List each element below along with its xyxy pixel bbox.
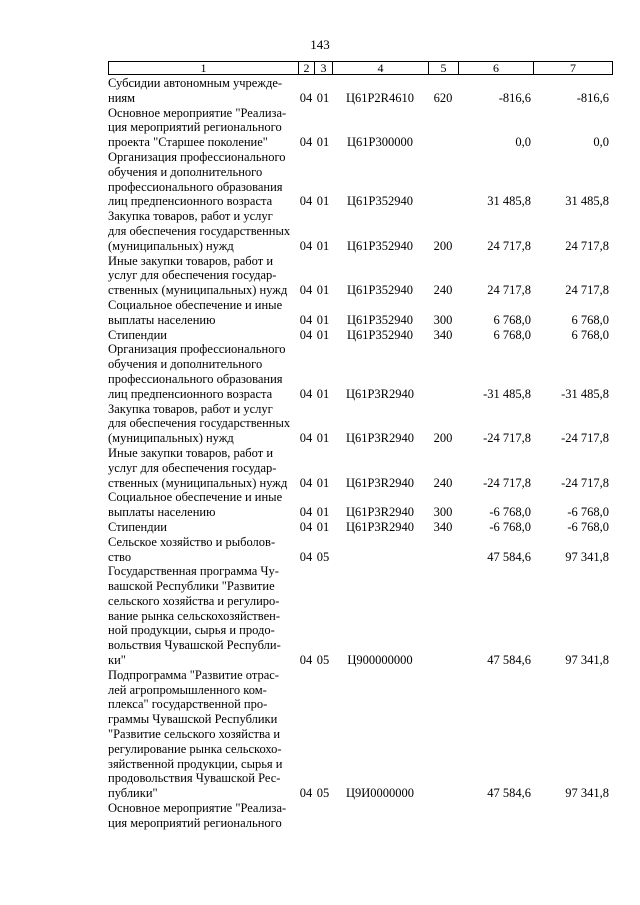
row-name-line: Государственная программа Чу- xyxy=(108,564,279,579)
subsection: 01 xyxy=(316,135,330,150)
row-name-line: вание рынка сельскохозяйствен- xyxy=(108,608,280,623)
row-name xyxy=(108,298,298,328)
amount-col-7: 97 341,8 xyxy=(565,549,609,564)
subsection: 01 xyxy=(316,431,330,446)
table-row xyxy=(108,209,613,253)
row-name-line: Иные закупки товаров, работ и xyxy=(108,253,274,268)
row-name-line: профессионального образования xyxy=(108,179,283,194)
section: 04 xyxy=(299,505,313,520)
row-name-line: (муниципальных) нужд xyxy=(108,431,234,446)
amount-col-7: 24 717,8 xyxy=(565,283,609,298)
amount-col-6: 24 717,8 xyxy=(487,283,531,298)
target-article: Ц61P3R2940 xyxy=(345,519,415,534)
target-article: Ц61P352940 xyxy=(347,327,413,342)
subsection: 01 xyxy=(316,386,330,401)
amount-col-7: -31 485,8 xyxy=(561,386,609,401)
row-name-line: регулирование рынка сельскохо- xyxy=(108,741,282,756)
table-row xyxy=(108,520,613,535)
row-name-line: Стипендии xyxy=(108,519,167,534)
section: 04 xyxy=(299,431,313,446)
row-name-line: профессионального образования xyxy=(108,371,283,386)
table-row xyxy=(108,668,613,801)
section: 04 xyxy=(299,312,313,327)
row-name-line: Организация профессионального xyxy=(108,149,286,164)
row-name-line: "Развитие сельского хозяйства и xyxy=(108,727,281,742)
row-name xyxy=(108,76,298,106)
amount-col-6: -6 768,0 xyxy=(489,505,531,520)
subsection: 01 xyxy=(316,283,330,298)
row-name-line: ственных (муниципальных) нужд xyxy=(108,283,288,298)
target-article: Ц61P352940 xyxy=(347,194,413,209)
section: 04 xyxy=(299,653,313,668)
table-row xyxy=(108,402,613,446)
section: 04 xyxy=(299,194,313,209)
expense-type: 200 xyxy=(433,238,453,253)
table-row xyxy=(108,254,613,298)
row-name-line: выплаты населению xyxy=(108,312,216,327)
table-row xyxy=(108,342,613,401)
header-col-1: 1 xyxy=(109,62,299,74)
row-name-line: Социальное обеспечение и иные xyxy=(108,490,283,505)
target-article: Ц9И0000000 xyxy=(345,786,415,801)
section: 04 xyxy=(299,283,313,298)
header-col-3: 3 xyxy=(315,62,333,74)
row-name-line: лиц предпенсионного возраста xyxy=(108,386,273,401)
target-article: Ц61P3R2940 xyxy=(345,475,415,490)
amount-col-6: 47 584,6 xyxy=(487,653,531,668)
row-name-line: ки" xyxy=(108,653,126,668)
table-row xyxy=(108,801,613,831)
subsection: 01 xyxy=(316,475,330,490)
target-article: Ц61P3R2940 xyxy=(345,386,415,401)
target-article: Ц61P300000 xyxy=(347,135,413,150)
row-name-line: ной продукции, сырья и продо- xyxy=(108,623,275,638)
row-name-line: Стипендии xyxy=(108,327,167,342)
amount-col-7: 0,0 xyxy=(593,135,609,150)
row-name xyxy=(108,209,298,253)
amount-col-7: -24 717,8 xyxy=(561,475,609,490)
row-name-line: услуг для обеспечения государ- xyxy=(108,268,277,283)
row-name xyxy=(108,801,298,831)
row-name-line: для обеспечения государственных xyxy=(108,223,291,238)
expense-type: 340 xyxy=(433,519,453,534)
row-name-line: ниям xyxy=(108,90,136,105)
amount-col-7: -6 768,0 xyxy=(567,505,609,520)
row-name-line: Основное мероприятие "Реализа- xyxy=(108,801,287,816)
section: 04 xyxy=(299,549,313,564)
section: 04 xyxy=(299,519,313,534)
target-article: Ц900000000 xyxy=(347,653,413,668)
amount-col-7: -24 717,8 xyxy=(561,431,609,446)
amount-col-6: 24 717,8 xyxy=(487,238,531,253)
row-name-line: обучения и дополнительного xyxy=(108,164,263,179)
target-article: Ц61P352940 xyxy=(347,238,413,253)
target-article: Ц61P2R4610 xyxy=(345,90,415,105)
amount-col-6: -816,6 xyxy=(498,90,531,105)
amount-col-7: -816,6 xyxy=(576,90,609,105)
table-body xyxy=(108,76,613,831)
header-col-5: 5 xyxy=(429,62,459,74)
row-name xyxy=(108,668,298,801)
section: 04 xyxy=(299,386,313,401)
row-name xyxy=(108,342,298,401)
row-name-line: лей агропромышленного ком- xyxy=(108,682,267,697)
row-name-line: зяйственной продукции, сырья и xyxy=(108,756,283,771)
target-article: Ц61P3R2940 xyxy=(345,505,415,520)
amount-col-6: 0,0 xyxy=(515,135,531,150)
target-article: Ц61P352940 xyxy=(347,283,413,298)
subsection: 01 xyxy=(316,238,330,253)
amount-col-7: 31 485,8 xyxy=(565,194,609,209)
amount-col-6: -31 485,8 xyxy=(483,386,531,401)
row-name xyxy=(108,402,298,446)
row-name-line: продовольствия Чувашской Рес- xyxy=(108,771,281,786)
subsection: 01 xyxy=(316,312,330,327)
header-col-2: 2 xyxy=(299,62,315,74)
amount-col-7: 97 341,8 xyxy=(565,786,609,801)
table-row xyxy=(108,446,613,490)
target-article: Ц61P3R2940 xyxy=(345,431,415,446)
section: 04 xyxy=(299,90,313,105)
row-name xyxy=(108,328,298,343)
amount-col-6: 31 485,8 xyxy=(487,194,531,209)
subsection: 05 xyxy=(316,653,330,668)
amount-col-7: 6 768,0 xyxy=(571,327,609,342)
amount-col-6: 47 584,6 xyxy=(487,786,531,801)
subsection: 01 xyxy=(316,194,330,209)
header-col-4: 4 xyxy=(333,62,429,74)
expense-type: 300 xyxy=(433,505,453,520)
amount-col-6: -24 717,8 xyxy=(483,431,531,446)
table-row xyxy=(108,564,613,668)
section: 04 xyxy=(299,135,313,150)
table-row xyxy=(108,535,613,565)
amount-col-6: 6 768,0 xyxy=(493,327,531,342)
row-name-line: плекса" государственной про- xyxy=(108,697,268,712)
row-name xyxy=(108,150,298,209)
table-row xyxy=(108,106,613,150)
expense-type: 300 xyxy=(433,312,453,327)
subsection: 01 xyxy=(316,90,330,105)
subsection: 01 xyxy=(316,505,330,520)
row-name-line: Иные закупки товаров, работ и xyxy=(108,445,274,460)
table-row xyxy=(108,328,613,343)
row-name-line: Закупка товаров, работ и услуг xyxy=(108,209,273,224)
row-name xyxy=(108,564,298,668)
row-name-line: Социальное обеспечение и иные xyxy=(108,297,283,312)
subsection: 01 xyxy=(316,327,330,342)
row-name-line: услуг для обеспечения государ- xyxy=(108,460,277,475)
table-row xyxy=(108,490,613,520)
row-name-line: (муниципальных) нужд xyxy=(108,238,234,253)
subsection: 05 xyxy=(316,786,330,801)
table-row xyxy=(108,150,613,209)
subsection: 05 xyxy=(316,549,330,564)
amount-col-7: -6 768,0 xyxy=(567,519,609,534)
row-name-line: Субсидии автономным учрежде- xyxy=(108,76,283,90)
row-name-line: Организация профессионального xyxy=(108,342,286,357)
row-name xyxy=(108,520,298,535)
target-article: Ц61P352940 xyxy=(347,312,413,327)
expense-type: 240 xyxy=(433,475,453,490)
row-name-line: выплаты населению xyxy=(108,505,216,520)
row-name-line: ство xyxy=(108,549,132,564)
page-number: 143 xyxy=(310,37,330,52)
row-name-line: Сельское хозяйство и рыболов- xyxy=(108,534,276,549)
row-name-line: проекта "Старшее поколение" xyxy=(108,135,268,150)
subsection: 01 xyxy=(316,519,330,534)
expense-type: 240 xyxy=(433,283,453,298)
table-row xyxy=(108,76,613,106)
section: 04 xyxy=(299,475,313,490)
row-name-line: Подпрограмма "Развитие отрас- xyxy=(108,667,279,682)
row-name-line: ция мероприятий регионального xyxy=(108,120,282,135)
table-header xyxy=(108,61,613,75)
row-name xyxy=(108,535,298,565)
row-name-line: обучения и дополнительного xyxy=(108,357,263,372)
section: 04 xyxy=(299,238,313,253)
row-name-line: лиц предпенсионного возраста xyxy=(108,194,273,209)
row-name-line: граммы Чувашской Республики xyxy=(108,712,278,727)
expense-type: 340 xyxy=(433,327,453,342)
row-name-line: Основное мероприятие "Реализа- xyxy=(108,105,287,120)
row-name-line: ция мероприятий регионального xyxy=(108,815,282,830)
row-name-line: вашской Республики "Развитие xyxy=(108,579,275,594)
header-col-7: 7 xyxy=(570,61,576,75)
amount-col-6: 6 768,0 xyxy=(493,312,531,327)
amount-col-7: 97 341,8 xyxy=(565,653,609,668)
amount-col-6: -24 717,8 xyxy=(483,475,531,490)
row-name-line: Закупка товаров, работ и услуг xyxy=(108,401,273,416)
expense-type: 620 xyxy=(433,90,453,105)
row-name-line: публики" xyxy=(108,786,158,801)
row-name xyxy=(108,490,298,520)
row-name xyxy=(108,254,298,298)
section: 04 xyxy=(299,786,313,801)
amount-col-7: 24 717,8 xyxy=(565,238,609,253)
amount-col-6: 47 584,6 xyxy=(487,549,531,564)
table-row xyxy=(108,298,613,328)
amount-col-7: 6 768,0 xyxy=(571,312,609,327)
section: 04 xyxy=(299,327,313,342)
expense-type: 200 xyxy=(433,431,453,446)
amount-col-6: -6 768,0 xyxy=(489,519,531,534)
row-name xyxy=(108,446,298,490)
row-name-line: ственных (муниципальных) нужд xyxy=(108,475,288,490)
row-name xyxy=(108,106,298,150)
header-col-6: 6 xyxy=(459,62,534,74)
row-name-line: вольствия Чувашской Республи- xyxy=(108,638,281,653)
row-name-line: сельского хозяйства и регулиро- xyxy=(108,593,280,608)
row-name-line: для обеспечения государственных xyxy=(108,416,291,431)
